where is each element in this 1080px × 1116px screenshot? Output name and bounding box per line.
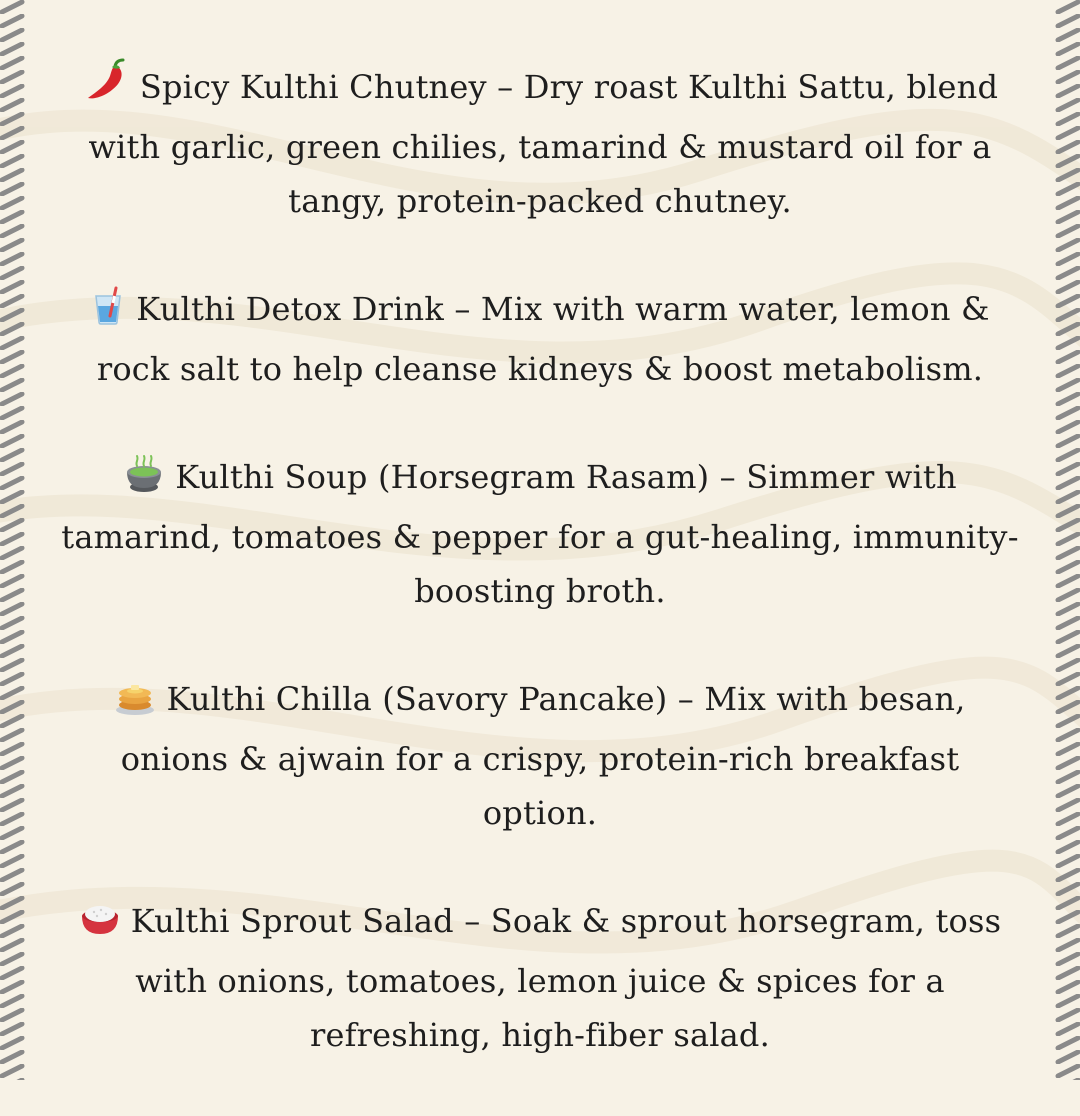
tumbler-glass-icon (90, 286, 126, 342)
recipe-kulthi-soup (60, 450, 1020, 618)
recipe-text: Kulthi Sprout Salad – Soak & sprout horsegram, toss with onions, tomatoes, lemon juice & spices for a refreshing, high-fiber salad. (130, 902, 1002, 1054)
recipe-text: Kulthi Chilla (Savory Pancake) – Mix with besan, onions & ajwain for a crispy, protein-rich breakfast option. (120, 680, 966, 832)
chili-pepper-icon (82, 56, 130, 120)
recipe-kulthi-detox-drink (60, 282, 1020, 396)
rice-bowl-icon (79, 898, 121, 954)
left-striped-border (0, 0, 26, 1080)
recipe-spicy-kulthi-chutney (60, 56, 1020, 228)
recipe-text: Spicy Kulthi Chutney – Dry roast Kulthi Sattu, blend with garlic, green chilies, tamarind & mustard oil for a tangy, protein-packed chutney. (88, 68, 999, 220)
recipe-text: Kulthi Soup (Horsegram Rasam) – Simmer with tamarind, tomatoes & pepper for a gut-healing, immunity-boosting broth. (61, 458, 1019, 610)
recipe-list (60, 56, 1020, 1116)
recipe-text: Kulthi Detox Drink – Mix with warm water, lemon & rock salt to help cleanse kidneys & boost metabolism. (96, 290, 990, 388)
right-striped-border (1054, 0, 1080, 1080)
recipe-kulthi-sprout-salad (60, 894, 1020, 1062)
recipe-kulthi-chilla (60, 672, 1020, 840)
soup-bowl-icon (123, 454, 165, 510)
pancakes-icon (114, 676, 156, 732)
